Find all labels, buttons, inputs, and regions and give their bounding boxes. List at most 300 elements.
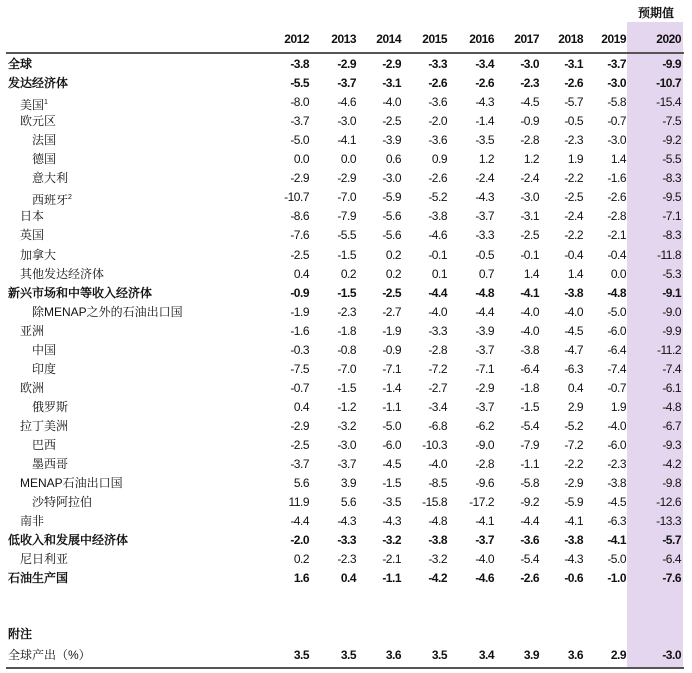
row-label xyxy=(20,322,44,341)
cell-2014: 0.6 xyxy=(385,152,401,167)
cell-2017: 1.4 xyxy=(523,266,539,281)
cell-2012: 11.9 xyxy=(288,495,309,510)
cell-2018: -2.3 xyxy=(564,133,583,148)
cell-2015: -2.8 xyxy=(428,342,447,357)
row-label-text: 英国 xyxy=(20,228,45,243)
table-row xyxy=(0,569,692,588)
table-row xyxy=(0,474,692,493)
cell-2014: -3.5 xyxy=(382,495,401,510)
cell-2020: -9.8 xyxy=(662,476,681,491)
cell-2016: -2.4 xyxy=(475,171,494,186)
cell-2013: -2.3 xyxy=(337,304,356,319)
cell-2015: 3.5 xyxy=(431,648,447,662)
cell-2014: -0.9 xyxy=(382,342,401,357)
cell-2016: -4.4 xyxy=(475,304,494,319)
cell-2020: -9.0 xyxy=(662,304,681,319)
cell-2013: -3.2 xyxy=(337,418,356,433)
cell-2015: -6.8 xyxy=(428,418,447,433)
cell-2012: -3.7 xyxy=(290,114,309,129)
cell-2019: -5.8 xyxy=(607,95,626,110)
table-row xyxy=(0,379,692,398)
cell-2018: 1.9 xyxy=(567,152,583,167)
cell-2015: -4.8 xyxy=(428,514,447,529)
year-header: 2019 xyxy=(601,32,626,46)
cell-2018: -0.4 xyxy=(564,247,583,262)
cell-2012: -8.0 xyxy=(290,95,309,110)
cell-2020: -7.6 xyxy=(662,571,681,586)
cell-2018: -0.5 xyxy=(564,114,583,129)
cell-2014: -1.4 xyxy=(382,380,401,395)
cell-2019: -6.0 xyxy=(607,323,626,338)
cell-2012: -10.7 xyxy=(284,190,309,205)
cell-2017: -2.3 xyxy=(520,76,539,91)
cell-2019: -3.0 xyxy=(607,76,626,91)
cell-2019: 2.9 xyxy=(610,648,626,662)
row-label-text: 拉丁美洲 xyxy=(20,418,69,433)
row-label-text: 意大利 xyxy=(32,171,69,186)
cell-2016: -2.6 xyxy=(475,76,494,91)
cell-2017: -9.2 xyxy=(520,495,539,510)
cell-2013: 0.2 xyxy=(340,266,356,281)
cell-2013: -3.0 xyxy=(337,114,356,129)
cell-2013: -3.0 xyxy=(337,438,356,452)
cell-2017: -1.8 xyxy=(520,380,539,395)
cell-2016: -4.6 xyxy=(475,571,494,586)
footnote-marker: 2 xyxy=(68,194,72,202)
row-label-text: 欧洲 xyxy=(20,380,45,395)
cell-2015: -7.2 xyxy=(428,361,447,376)
cell-2016: -4.1 xyxy=(475,514,494,529)
cell-2016: -1.4 xyxy=(475,114,494,129)
row-label xyxy=(20,246,56,265)
year-header: 2014 xyxy=(376,32,401,46)
row-label xyxy=(8,284,152,303)
cell-2020: -13.3 xyxy=(656,514,681,529)
cell-2019: -0.7 xyxy=(607,114,626,129)
cell-2012: -3.7 xyxy=(290,457,309,472)
table-row xyxy=(0,55,692,74)
cell-2019: -0.4 xyxy=(607,247,626,262)
cell-2013: -3.3 xyxy=(337,533,356,548)
cell-2018: -5.9 xyxy=(564,495,583,510)
cell-2015: -3.3 xyxy=(428,323,447,338)
row-label-text: 石油生产国 xyxy=(8,571,69,586)
cell-2018: -2.6 xyxy=(564,76,583,91)
cell-2020: -4.2 xyxy=(662,457,681,472)
cell-2017: 3.9 xyxy=(523,648,539,662)
row-label-text: 印度 xyxy=(32,361,57,376)
cell-2016: -4.3 xyxy=(475,95,494,110)
cell-2018: -4.5 xyxy=(564,323,583,338)
cell-2019: 1.9 xyxy=(610,399,626,414)
cell-2019: -5.0 xyxy=(607,304,626,319)
cell-2013: -0.8 xyxy=(337,342,356,357)
cell-2014: -1.5 xyxy=(382,476,401,491)
table-row xyxy=(0,322,692,341)
cell-2020: -7.4 xyxy=(662,361,681,376)
cell-2018: -2.2 xyxy=(564,228,583,243)
cell-2013: -3.7 xyxy=(337,76,356,91)
cell-2019: -2.1 xyxy=(607,228,626,243)
cell-2016: -0.5 xyxy=(475,247,494,262)
cell-2019: -6.3 xyxy=(607,514,626,529)
cell-2015: -2.0 xyxy=(428,114,447,129)
cell-2017: -4.5 xyxy=(520,95,539,110)
cell-2017: -0.1 xyxy=(520,247,539,262)
cell-2016: -4.8 xyxy=(475,285,494,300)
year-header-row xyxy=(0,30,692,48)
cell-2014: -5.0 xyxy=(382,418,401,433)
cell-2017: -2.5 xyxy=(520,228,539,243)
cell-2020: -5.5 xyxy=(662,152,681,167)
table-row xyxy=(0,531,692,550)
cell-2013: -4.1 xyxy=(337,133,356,148)
header-divider xyxy=(6,52,684,54)
cell-2019: -3.7 xyxy=(607,57,626,71)
cell-2013: 0.0 xyxy=(340,152,356,167)
cell-2019: -1.0 xyxy=(607,571,626,586)
cell-2016: -3.7 xyxy=(475,533,494,548)
cell-2013: -1.8 xyxy=(337,323,356,338)
cell-2013: -7.9 xyxy=(337,209,356,224)
table-row xyxy=(0,131,692,150)
cell-2013: -1.5 xyxy=(337,247,356,262)
cell-2017: -3.1 xyxy=(520,209,539,224)
cell-2018: -3.8 xyxy=(564,285,583,300)
table-row xyxy=(0,112,692,131)
year-header: 2018 xyxy=(558,32,583,46)
cell-2018: -3.8 xyxy=(564,533,583,548)
cell-2014: 0.2 xyxy=(385,266,401,281)
row-label-text: 其他发达经济体 xyxy=(20,266,105,281)
row-label-text: 巴西 xyxy=(32,438,57,452)
cell-2015: -4.0 xyxy=(428,304,447,319)
cell-2012: -1.6 xyxy=(290,323,309,338)
forecast-label: 预期值 xyxy=(637,6,674,20)
row-label-text: 除MENAP之外的石油出口国 xyxy=(32,304,183,319)
cell-2016: -3.3 xyxy=(475,228,494,243)
cell-2019: -2.3 xyxy=(607,457,626,472)
cell-2015: -3.6 xyxy=(428,95,447,110)
cell-2012: -3.8 xyxy=(290,57,309,71)
cell-2018: -2.2 xyxy=(564,457,583,472)
cell-2020: -6.4 xyxy=(662,552,681,567)
cell-2018: -5.7 xyxy=(564,95,583,110)
cell-2012: 0.0 xyxy=(293,152,309,167)
table-row xyxy=(0,341,692,360)
cell-2020: -5.7 xyxy=(662,533,681,548)
cell-2017: -2.8 xyxy=(520,133,539,148)
cell-2018: -2.2 xyxy=(564,171,583,186)
cell-2020: -9.1 xyxy=(662,285,681,300)
row-label xyxy=(20,379,44,398)
row-label xyxy=(20,474,123,493)
cell-2014: -2.5 xyxy=(382,285,401,300)
bottom-divider xyxy=(6,667,684,669)
cell-2012: -2.0 xyxy=(290,533,309,548)
cell-2012: -0.7 xyxy=(290,380,309,395)
cell-2012: 0.4 xyxy=(293,399,309,414)
cell-2016: -3.7 xyxy=(475,399,494,414)
year-header: 2020 xyxy=(656,32,681,46)
row-label-text: 新兴市场和中等收入经济体 xyxy=(8,285,153,300)
cell-2020: -9.9 xyxy=(662,57,681,71)
cell-2016: -3.7 xyxy=(475,209,494,224)
row-label-text: 全球 xyxy=(8,57,33,71)
cell-2014: -5.6 xyxy=(382,209,401,224)
table-row xyxy=(0,246,692,265)
cell-2018: 3.6 xyxy=(567,648,583,662)
cell-2018: -5.2 xyxy=(564,418,583,433)
row-label-text: 中国 xyxy=(32,342,57,357)
cell-2015: 0.9 xyxy=(431,152,447,167)
table-row xyxy=(0,436,692,455)
cell-2015: -3.8 xyxy=(428,533,447,548)
cell-2016: 1.2 xyxy=(478,152,494,167)
cell-2015: -4.2 xyxy=(428,571,447,586)
cell-2020: -8.3 xyxy=(662,171,681,186)
cell-2020: -12.6 xyxy=(656,495,681,510)
cell-2018: -0.6 xyxy=(564,571,583,586)
cell-2020: -9.5 xyxy=(662,190,681,205)
footnote-marker: 1 xyxy=(44,99,48,107)
cell-2016: -2.9 xyxy=(475,380,494,395)
row-label-text: 欧元区 xyxy=(20,114,57,129)
cell-2017: -5.4 xyxy=(520,552,539,567)
cell-2014: -2.5 xyxy=(382,114,401,129)
row-label xyxy=(32,341,56,360)
table-row xyxy=(0,284,692,303)
row-label xyxy=(32,436,56,455)
cell-2012: -7.6 xyxy=(290,228,309,243)
year-header: 2013 xyxy=(331,32,356,46)
cell-2013: -7.0 xyxy=(337,361,356,376)
row-label xyxy=(20,226,44,245)
row-label xyxy=(20,207,44,226)
cell-2020: -9.9 xyxy=(662,323,681,338)
row-label xyxy=(32,455,68,474)
cell-2015: -8.5 xyxy=(428,476,447,491)
cell-2016: -9.6 xyxy=(475,476,494,491)
row-label xyxy=(8,569,68,588)
cell-2019: -0.7 xyxy=(607,380,626,395)
cell-2018: 0.4 xyxy=(567,380,583,395)
cell-2017: -3.8 xyxy=(520,342,539,357)
cell-2017: -3.0 xyxy=(520,190,539,205)
cell-2013: -2.9 xyxy=(337,57,356,71)
cell-2018: -2.5 xyxy=(564,190,583,205)
table-row xyxy=(0,265,692,284)
cell-2012: -2.9 xyxy=(290,418,309,433)
cell-2012: -5.0 xyxy=(290,133,309,148)
cell-2014: -3.1 xyxy=(382,76,401,91)
cell-2019: -2.8 xyxy=(607,209,626,224)
cell-2014: -1.1 xyxy=(382,571,401,586)
table-row xyxy=(0,226,692,245)
cell-2013: 3.5 xyxy=(340,648,356,662)
cell-2016: -4.0 xyxy=(475,552,494,567)
cell-2018: -4.1 xyxy=(564,514,583,529)
year-header: 2016 xyxy=(469,32,494,46)
row-label xyxy=(20,512,44,531)
cell-2020: -11.8 xyxy=(657,247,681,262)
cell-2014: -2.1 xyxy=(382,552,401,567)
cell-2013: -1.5 xyxy=(337,285,356,300)
row-label xyxy=(32,493,92,512)
cell-2018: -4.7 xyxy=(564,342,583,357)
cell-2014: -6.0 xyxy=(382,438,401,452)
cell-2017: -3.0 xyxy=(520,57,539,71)
table-row xyxy=(0,398,692,417)
cell-2017: -1.1 xyxy=(520,457,539,472)
row-label-text: 墨西哥 xyxy=(32,457,69,472)
cell-2020: -9.2 xyxy=(662,133,681,148)
row-label xyxy=(32,169,68,188)
cell-2019: -4.5 xyxy=(607,495,626,510)
cell-2016: -9.0 xyxy=(475,438,494,452)
cell-2019: -2.6 xyxy=(607,190,626,205)
row-label-text: 亚洲 xyxy=(20,323,45,338)
memo-global-output-row xyxy=(0,646,692,665)
cell-2015: -5.2 xyxy=(428,190,447,205)
cell-2012: 0.2 xyxy=(293,552,309,567)
table-row xyxy=(0,303,692,322)
cell-2017: -5.4 xyxy=(520,418,539,433)
row-label-text: 俄罗斯 xyxy=(32,399,69,414)
cell-2017: -4.1 xyxy=(520,285,539,300)
cell-2012: 3.5 xyxy=(293,648,309,662)
cell-2017: -2.4 xyxy=(520,171,539,186)
cell-2019: 0.0 xyxy=(610,266,626,281)
cell-2015: -15.8 xyxy=(422,495,447,510)
cell-2020: -6.7 xyxy=(662,418,681,433)
cell-2014: -1.1 xyxy=(382,399,401,414)
cell-2015: -2.6 xyxy=(428,171,447,186)
cell-2013: -1.2 xyxy=(337,399,356,414)
cell-2018: -6.3 xyxy=(564,361,583,376)
cell-2013: 0.4 xyxy=(340,571,356,586)
cell-2016: 0.7 xyxy=(478,266,494,281)
cell-2015: -4.0 xyxy=(428,457,447,472)
cell-2014: -3.2 xyxy=(382,533,401,548)
cell-2017: -4.0 xyxy=(520,304,539,319)
cell-2014: -7.1 xyxy=(382,361,401,376)
cell-2017: -4.0 xyxy=(520,323,539,338)
table-row xyxy=(0,207,692,226)
table-row xyxy=(0,512,692,531)
cell-2019: -6.0 xyxy=(607,438,626,452)
row-label xyxy=(32,131,56,150)
cell-2016: -4.3 xyxy=(475,190,494,205)
cell-2013: -2.3 xyxy=(337,552,356,567)
year-header: 2017 xyxy=(514,32,539,46)
cell-2020: -8.3 xyxy=(662,228,681,243)
cell-2017: 1.2 xyxy=(523,152,539,167)
cell-2014: 3.6 xyxy=(385,648,401,662)
row-label-text: 尼日利亚 xyxy=(20,552,69,567)
row-label-text: 低收入和发展中经济体 xyxy=(8,533,129,548)
cell-2020: -4.8 xyxy=(662,399,681,414)
table-row xyxy=(0,360,692,379)
cell-2012: 1.6 xyxy=(293,571,309,586)
row-label xyxy=(20,265,104,284)
cell-2020: -11.2 xyxy=(657,342,681,357)
cell-2013: -4.6 xyxy=(337,95,356,110)
cell-2018: -7.2 xyxy=(564,438,583,452)
cell-2015: 0.1 xyxy=(431,266,447,281)
cell-2012: -0.9 xyxy=(290,285,309,300)
cell-2018: 1.4 xyxy=(567,266,583,281)
cell-2012: -1.9 xyxy=(290,304,309,319)
row-label xyxy=(8,531,128,550)
cell-2019: -5.0 xyxy=(607,552,626,567)
cell-2020: -7.1 xyxy=(662,209,681,224)
row-label xyxy=(32,150,56,169)
row-label-text: 法国 xyxy=(32,133,57,148)
cell-2016: 3.4 xyxy=(478,648,494,662)
table-row xyxy=(0,93,692,112)
cell-2015: -3.4 xyxy=(428,399,447,414)
cell-2015: -3.2 xyxy=(428,552,447,567)
table-row xyxy=(0,188,692,207)
cell-2020: -5.3 xyxy=(662,266,681,281)
row-label xyxy=(8,74,68,93)
row-label xyxy=(20,112,56,131)
cell-2019: -6.4 xyxy=(607,342,626,357)
cell-2020: -9.3 xyxy=(662,438,681,452)
cell-2013: 5.6 xyxy=(340,495,356,510)
cell-2016: -3.9 xyxy=(475,323,494,338)
cell-2013: 3.9 xyxy=(340,476,356,491)
cell-2015: -10.3 xyxy=(422,438,447,452)
memo-title: 附注 xyxy=(8,627,33,641)
year-header: 2012 xyxy=(284,32,309,46)
cell-2013: -7.0 xyxy=(337,190,356,205)
cell-2018: -4.3 xyxy=(564,552,583,567)
row-label-text: 德国 xyxy=(32,152,57,167)
cell-2020: -15.4 xyxy=(656,95,681,110)
cell-2019: -3.0 xyxy=(607,133,626,148)
table-row xyxy=(0,493,692,512)
cell-2017: -6.4 xyxy=(520,361,539,376)
cell-2016: -3.5 xyxy=(475,133,494,148)
cell-2014: -4.0 xyxy=(382,95,401,110)
row-label xyxy=(32,398,68,417)
cell-2020: -6.1 xyxy=(662,380,681,395)
cell-2013: -5.5 xyxy=(337,228,356,243)
cell-2014: -2.7 xyxy=(382,304,401,319)
cell-2013: -4.3 xyxy=(337,514,356,529)
row-label xyxy=(32,360,56,379)
cell-2018: -3.1 xyxy=(564,57,583,71)
cell-2016: -2.8 xyxy=(475,457,494,472)
row-label xyxy=(8,55,32,74)
row-label-text: MENAP石油出口国 xyxy=(20,476,123,491)
cell-2016: -3.4 xyxy=(475,57,494,71)
cell-2012: -8.6 xyxy=(290,209,309,224)
row-label-text: 发达经济体 xyxy=(8,76,69,91)
cell-2017: -0.9 xyxy=(520,114,539,129)
cell-2012: -0.3 xyxy=(290,342,309,357)
cell-2018: -2.4 xyxy=(564,209,583,224)
cell-2019: -7.4 xyxy=(607,361,626,376)
cell-2016: -17.2 xyxy=(469,495,494,510)
row-label-text: 日本 xyxy=(20,209,45,224)
cell-2012: -4.4 xyxy=(290,514,309,529)
memo-title-row xyxy=(0,625,692,644)
cell-2012: -2.5 xyxy=(290,438,309,452)
cell-2014: -3.9 xyxy=(382,133,401,148)
